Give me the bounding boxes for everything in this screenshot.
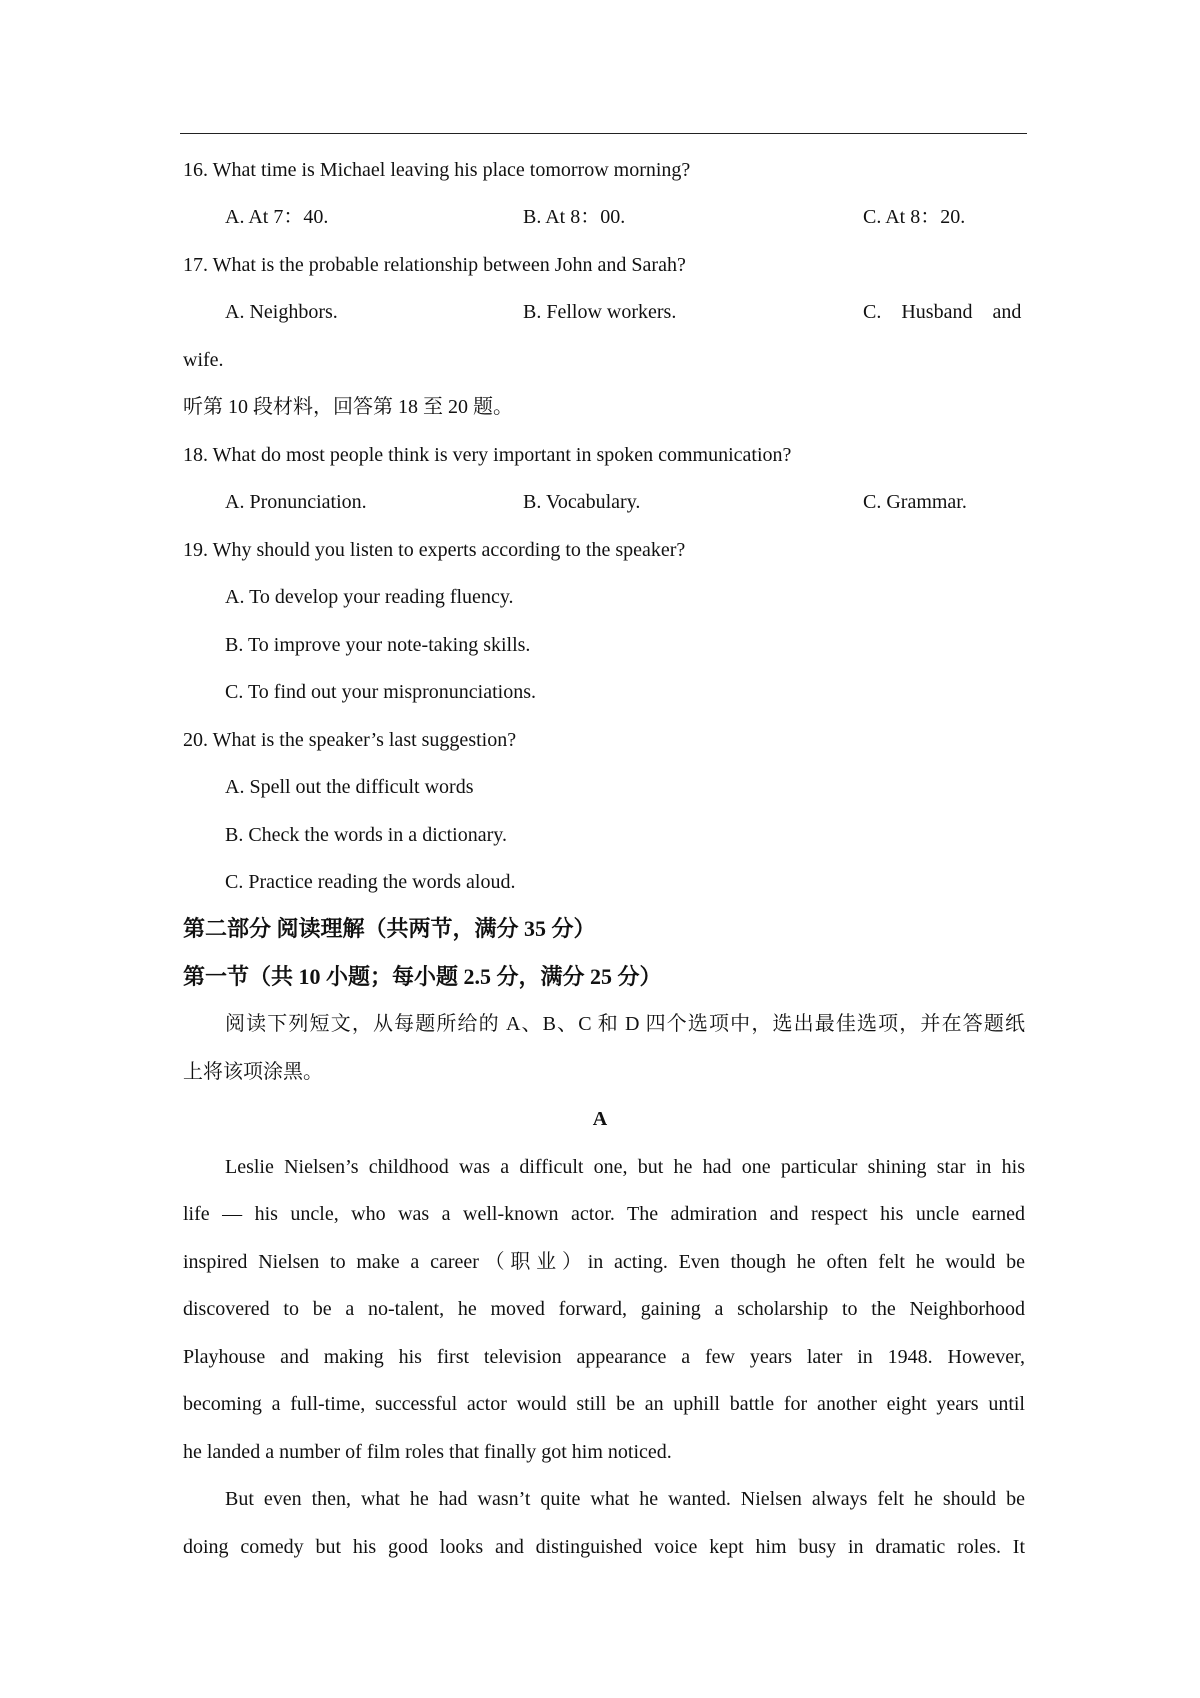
passage-line-8: But even then, what he had wasn’t quite what he wanted. Nielsen always felt he should be (225, 1488, 1025, 1510)
option-c: C. Husband and (863, 301, 1022, 323)
instructions-line-2: 上将该项涂黑。 (183, 1061, 323, 1083)
passage-label: A (592, 1108, 608, 1130)
option-c: C. At 8：20. (863, 206, 966, 228)
section-1-heading: 第一节（共 10 小题；每小题 2.5 分，满分 25 分） (183, 964, 662, 989)
header-rule (180, 133, 1027, 134)
passage-line-6: becoming a full-time, successful actor would still be an uphill battle for another eight years until (183, 1393, 1025, 1415)
question-17: 17. What is the probable relationship between John and Sarah? (183, 254, 686, 276)
question-20-option-a: A. Spell out the difficult words (225, 776, 474, 798)
part-2-heading: 第二部分 阅读理解（共两节，满分 35 分） (183, 916, 596, 941)
question-16: 16. What time is Michael leaving his place tomorrow morning? (183, 159, 691, 181)
question-19-option-c: C. To find out your mispronunciations. (225, 681, 536, 703)
question-20-option-c: C. Practice reading the words aloud. (225, 871, 516, 893)
passage-line-7: he landed a number of film roles that finally got him noticed. (183, 1441, 672, 1463)
option-a: A. Neighbors. (225, 301, 338, 323)
passage-line-4: discovered to be a no-talent, he moved forward, gaining a scholarship to the Neighborhood (183, 1298, 1025, 1320)
section-10-intro: 听第 10 段材料，回答第 18 至 20 题。 (183, 396, 513, 418)
question-17-options (0, 298, 1200, 326)
question-20: 20. What is the speaker’s last suggestion? (183, 729, 517, 751)
passage-line-2: life — his uncle, who was a well-known actor. The admiration and respect his uncle earned (183, 1203, 1025, 1225)
option-c: C. Grammar. (863, 491, 967, 513)
passage-line-9: doing comedy but his good looks and distinguished voice kept him busy in dramatic roles. It (183, 1536, 1025, 1558)
question-20-option-b: B. Check the words in a dictionary. (225, 824, 507, 846)
option-a: A. Pronunciation. (225, 491, 367, 513)
question-18: 18. What do most people think is very important in spoken communication? (183, 444, 792, 466)
passage-line-5: Playhouse and making his first television appearance a few years later in 1948. However, (183, 1346, 1025, 1368)
passage-line-1: Leslie Nielsen’s childhood was a difficult one, but he had one particular shining star in his (225, 1156, 1025, 1178)
option-a: A. At 7：40. (225, 206, 329, 228)
option-b: B. Fellow workers. (523, 301, 677, 323)
question-18-options (0, 488, 1200, 516)
question-16-options (0, 203, 1200, 231)
instructions-line-1: 阅读下列短文，从每题所给的 A、B、C 和 D 四个选项中，选出最佳选项，并在答题纸 (225, 1013, 1025, 1035)
question-19: 19. Why should you listen to experts according to the speaker? (183, 539, 686, 561)
question-19-option-b: B. To improve your note-taking skills. (225, 634, 531, 656)
passage-line-3: inspired Nielsen to make a career（职业）in acting. Even though he often felt he would be (183, 1251, 1025, 1273)
question-17-option-c-wrap: wife. (183, 349, 224, 371)
option-b: B. At 8：00. (523, 206, 626, 228)
option-b: B. Vocabulary. (523, 491, 641, 513)
question-19-option-a: A. To develop your reading fluency. (225, 586, 514, 608)
